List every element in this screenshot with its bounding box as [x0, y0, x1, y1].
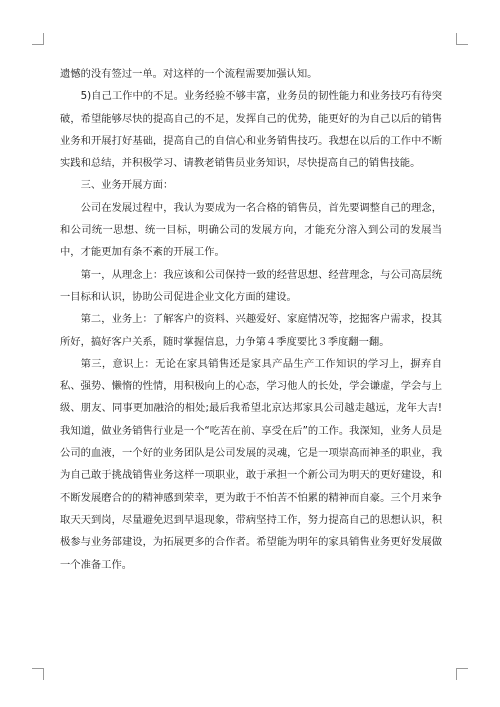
section-heading-business: 三、业务开展方面： — [80, 179, 174, 192]
paragraph-shortcomings: 5)自己工作中的不足。业务经验不够丰富，业务员的韧性能力和业务技巧有待突破，希望能够尽快的提高自己的不足，发挥自己的优势，能更好的为自己以后的销售业务和开展打好基础，提高自己的自信心和业务销售技巧。我想在以后的工作中不断实践和总结，并积极学习、请教老销售员业务知识，尽快提高自己的销售技能。 — [60, 90, 442, 170]
paragraph-first-concept: 第一，从理念上：我应该和公司保持一致的经营思想、经营理念，与公司高层统一目标和认识，协助公司促进企业文化方面的建设。 — [60, 268, 442, 303]
document-body — [60, 63, 442, 576]
paragraph-company-development: 公司在发展过程中，我认为要成为一名合格的销售员，首先要调整自己的理念，和公司统一思想、统一目标，明确公司的发展方向，才能充分溶入到公司的发展当中，才能更加有条不紊的开展工作。 — [60, 201, 442, 259]
crop-mark-bottom-left — [32, 668, 44, 680]
paragraph-second-business: 第二，业务上：了解客户的资料、兴趣爱好、家庭情况等，挖掘客户需求，投其所好，搞好客户关系，随时掌握信息，力争第４季度要比３季度翻一翻。 — [60, 313, 442, 348]
paragraph-intro-continuation: 遗憾的没有签过一单。对这样的一个流程需要加强认知。 — [60, 68, 318, 80]
crop-mark-bottom-right — [456, 668, 468, 680]
paragraph-third-awareness: 第三，意识上：无论在家具销售还是家具产品生产工作知识的学习上，摒弃自私、强势、懒惰的性情，用积极向上的心态，学习他人的长处，学会谦虚，学会与上级、朋友、同事更加融洽的相处;最后我希望北京达邦家具公司越走越远，龙年大吉!我知道，做业务销售行业是一个“吃苦在前、享受在后”的工作。我深知，业务人员是公司的血液，一个好的业务团队是公司发展的灵魂，它是一项崇高而神圣的职业，我为自己敢于挑战销售业务这样一项职业，敢于承担一个新公司为明天的更好建设，和不断发展磨合的的精神感到荣幸，更为敢于不怕苦不怕累的精神而自豪。三个月来争取天天到岗，尽量避免迟到早退现象，带病坚持工作，努力提高自己的思想认识，积极参与业务部建设，为拓展更多的合作者。希望能为明年的家具销售业务更好发展做一个准备工作。 — [60, 357, 442, 571]
crop-mark-top-right — [456, 33, 468, 45]
crop-mark-top-left — [32, 33, 44, 45]
